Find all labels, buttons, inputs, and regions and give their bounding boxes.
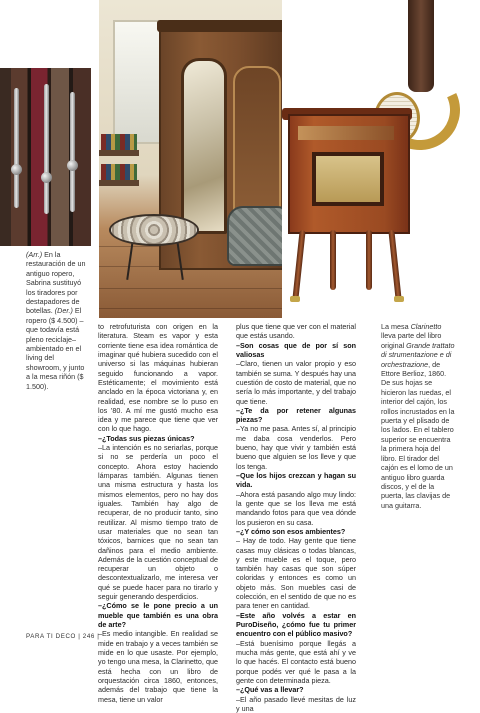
photo-caption: (Arr.) En la restauración de un antiguo ropero, Sabrina sustituyó los tiradores por destapadores de botellas. (Der.) El ropero ($ 4.500) –que todavía está pleno reciclaje– ambientado en el living del showroom, y junto a la mesa riñón ($ 1.500). <box>26 250 90 391</box>
article-column-1 <box>98 322 218 704</box>
interview-question: –Son cosas que de por sí son valiosas <box>236 341 356 360</box>
article-paragraph: –La intención es no seriarlas, porque si no se perdería un poco el concepto. Ahora estoy haciendo lámparas también. Algunas tienen una misma estructura y hasta los mismos elementos, pero no hay dos iguales. También hay algo de recuperar, de no producir tanto, sino reutilizar. Al mismo tiempo trato de usar materiales que no sean tan tóxicos, barnices que no sean tan dañinos para el medio ambiente. Además de la cuestión conceptual de recuperar un objeto o descontextualizarlo, me interesa ver qué se puede hacer para no tirarlo y seguir generando desperdicios. <box>98 443 218 601</box>
photo-cabinet-handles <box>0 68 91 246</box>
interview-question: –¿Qué vas a llevar? <box>236 685 356 694</box>
interview-question: –¿Te da por retener algunas piezas? <box>236 406 356 425</box>
article-column-2 <box>236 322 356 713</box>
sidebar-note: La mesa Clarinetto lleva parte del libro original Grande trattato di strumentazione e di orchestrazione, de Ettore Berlioz, 1860. De sus hojas se hicieron las ruedas, el interior del cajón, los rollos incrustados en la puerta y el plisado de los lados. En el tablero superior se encuentra la primera hoja del libro. El tirador del cajón es el lomo de un antiguo libro guarda discos, y el de la puerta, las clavijas de una guitarra. <box>381 322 455 510</box>
photo-clarinetto-table <box>282 0 480 318</box>
article-paragraph: plus que tiene que ver con el material que estás usando. <box>236 322 356 341</box>
article-paragraph: –Está buenísimo porque llegás a mucha más gente, que está ahí y ve lo que hacés. El contacto está bueno porque podés ver qué le pasa a la gente con determinada pieza. <box>236 639 356 686</box>
interview-question: –Que los hijos crezcan y hagan su vida. <box>236 471 356 490</box>
article-paragraph: –Ya no me pasa. Antes sí, al principio me daba cosa venderlos. Pero bueno, hay que vivir y también está bueno que alguien se los lleve y que los tenga. <box>236 424 356 471</box>
kidney-table <box>109 214 199 246</box>
article-paragraph: –Claro, tienen un valor propio y eso también se suma. Y después hay una cuestión de costo de material, que no sería lo más importante, y del trabajo que tiene. <box>236 359 356 406</box>
interview-question: –Este año volvés a estar en PuroDiseño, ¿cómo fue tu primer encuentro con el público masivo? <box>236 611 356 639</box>
article-paragraph: to retrofuturista con origen en la literatura. Steam es vapor y esta corriente tiene esa idea romántica de imaginar qué hubiera sucedido con el universo si las máquinas hubieran seguido funcionando a vapor. Estéticamente; el movimiento está anclado en la época victoriana y, en realidad, ese nombre se lo puso en los '80. A mí me gustó mucho esa idea y me parece que tiene que ver con lo que hago. <box>98 322 218 434</box>
interview-question: –¿Cómo se le pone precio a un mueble que también es una obra de arte? <box>98 601 218 629</box>
photo-living-room <box>99 0 299 318</box>
interview-question: –¿Y cómo son esos ambientes? <box>236 527 356 536</box>
article-paragraph: –El año pasado llevé mesitas de luz y una <box>236 695 356 713</box>
article-paragraph: –Es medio intangible. En realidad se mide en trabajo y a veces también se mide en lo que usaste. Por ejemplo, yo tengo una mesa, la Clarinetto, que está hecha con un libro de orquestación circa 1860, entonces, además del trabajo que tiene la mesa, tiene un valor <box>98 629 218 704</box>
article-paragraph: – Hay de todo. Hay gente que tiene casas muy clásicas o todas blancas, y este mueble es el toque, pero también hay casas que son súper coloridas y entonces es como un objeto más. Son muebles casi de colección, en el sentido de que no es para tener en cantidad. <box>236 536 356 611</box>
article-paragraph: –Ahora está pasando algo muy lindo: la gente que se los lleva me está mandando fotos para que vea dónde los pusieron en su casa. <box>236 490 356 527</box>
interview-question: –¿Todas sus piezas únicas? <box>98 434 218 443</box>
page-footer: PARA TI DECO | 246 | <box>26 633 99 640</box>
